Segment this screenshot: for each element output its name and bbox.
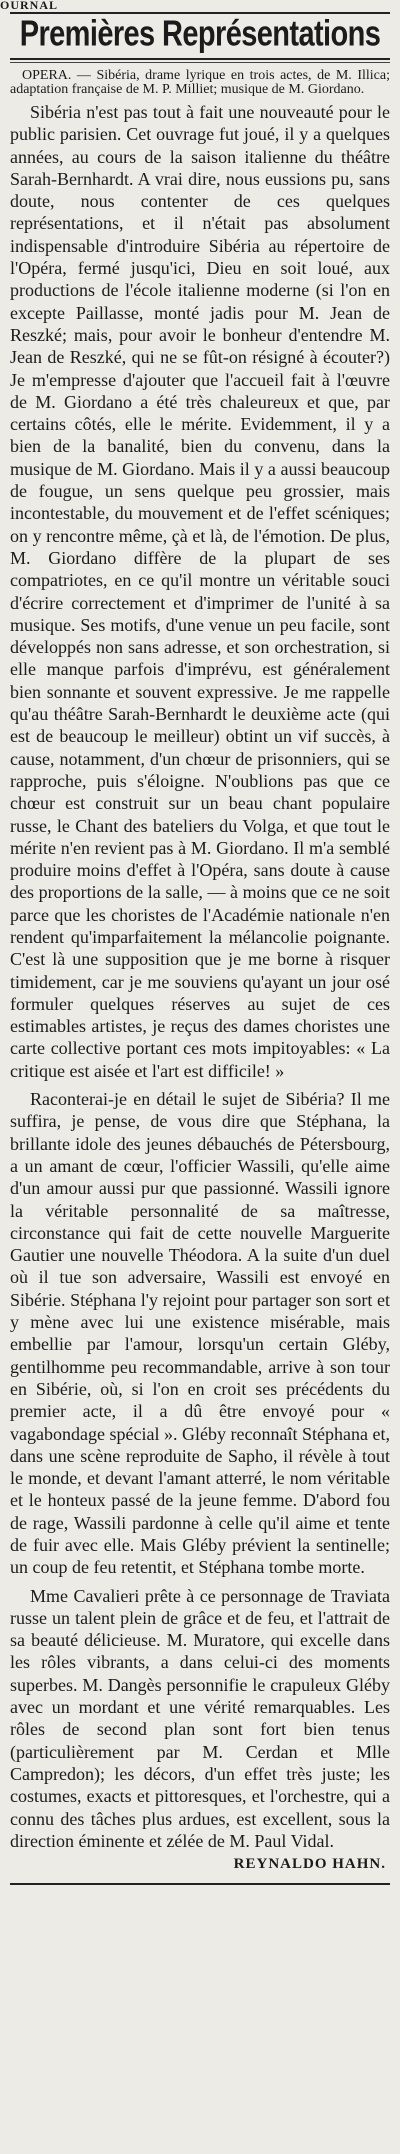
paragraph-3: Mme Cavalieri prête à ce personnage de Traviata russe un talent plein de grâce et de feu, et l'attrait de sa beauté délicieuse. M. Muratore, qui excelle dans les rôles vibrants, a dans celui-ci des moments superbes. M. Dangès personnifie le crapuleux Gléby avec un mordant et une vérité remarquables. Les rôles de second plan sont fort bien tenus (particulièrement par M. Cerdan et Mlle Campredon); les décors, d'un effet très juste; les costumes, exacts et pittoresques, et l'orchestre, qui a connu des tâches plus ardues, est excellent, sous la direction éminente et zélée de M. Paul Vidal. (10, 1585, 390, 1851)
bottom-rule (10, 1883, 390, 1885)
paragraph-2: Raconterai-je en détail le sujet de Sibéria? Il me suffira, je pense, de vous dire que Stéphana, la brillante idole des jeunes débauchés de Pétersbourg, a un amant de cœur, l'officier Wassili, qu'elle aime d'un amour aussi pur que passionné. Wassili ignore la véritable personnalité de sa maîtresse, circonstance qui fait de cette nouvelle Marguerite Gautier une nouvelle Théodora. A la suite d'un duel où il tue son adversaire, Wassili est envoyé en Sibérie. Stéphana l'y rejoint pour partager son sort et y mène avec lui une existence misérable, mais embellie par l'amour, lorsqu'un certain Gléby, gentilhomme peu recommandable, arrive à son tour en Sibérie, où, si l'on en croit ses précédents du premier acte, il a dû être envoyé pour « vagabondage spécial ». Gléby reconnaît Stéphana et, dans une scène reproduite de Sapho, il révèle à tout le monde, et devant l'amant atterré, le nom véritable et le honteux passé de la jeune femme. D'abord fou de rage, Wassili pardonne à celle qu'il aime et tente de fuir avec elle. Mais Gléby prévient la sentinelle; un coup de feu retentit, et Stéphana tombe morte. (10, 1089, 390, 1578)
review-subhead: OPERA. — Sibéria, drame lyrique en trois actes, de M. Illica; adaptation française de M. P. Milliet; musique de M. Giordano. (10, 68, 390, 97)
paragraph-1: Sibéria n'est pas tout à fait une nouveauté pour le public parisien. Cet ouvrage fut joué, il y a quelques années, au cours de la saison italienne du théâtre Sarah-Bernhardt. A vrai dire, nous eussions pu, sans doute, nous contenter de ces quelques représentations, et il n'était pas absolument indispensable d'introduire Sibéria au répertoire de l'Opéra, fermé jusqu'ici, Dieu en soit loué, aux productions de l'école italienne moderne (si l'on en excepte Paillasse, monté jadis pour M. Jean de Reszké; mais, pour avoir le bonheur d'entendre M. Jean de Reszké, qui ne se fût-on résigné à écouter?) Je m'empresse d'ajouter que l'accueil fait à l'œuvre de M. Giordano a été très chaleureux et que, par certains côtés, elle le mérite. Evidemment, il y a bien de la banalité, bien du convenu, dans la musique de M. Giordano. Mais il y a aussi beaucoup de fougue, un sens quelque peu grossier, mais incontestable, du mouvement et de l'effet scéniques; on y rencontre même, çà et là, de l'émotion. De plus, M. Giordano diffère de la plupart de ses compatriotes, en ce qu'il montre un véritable souci d'écrire correctement et d'imprimer de l'unité à sa musique. Ses motifs, d'une venue un peu facile, sont développés non sans adresse, et son orchestration, si elle manque parfois d'imprévu, est généralement bien sonnante et souvent expressive. Je me rappelle qu'au théâtre Sarah-Bernhardt le deuxième acte (qui est de beaucoup le meilleur) obtint un vif succès, à cause, notamment, d'un chœur de prisonniers, qui se rapproche, puis s'éloigne. N'oublions pas que ce chœur est construit sur un beau chant populaire russe, le Chant des bateliers du Volga, et que tout le mérite n'en revient pas à M. Giordano. Il m'a semblé produire moins d'effet à l'Opéra, sans doute à cause des proportions de la salle, — à moins que ce ne soit parce que les choristes de l'Académie nationale n'en rendent qu'imparfaitement la mélancolie poignante. C'est là une supposition que je me borne à risquer timidement, car je me souviens qu'ayant un jour osé formuler quelques réserves au sujet de ces estimables artistes, je reçus des dames choristes une carte collective portant ces mots impitoyables: « La critique est aisée et l'art est difficile! » (10, 102, 390, 1081)
article-body (10, 101, 390, 1852)
running-head: OURNAL (0, 0, 59, 10)
author-signature: REYNALDO HAHN. (233, 1856, 386, 1873)
column-title: Premières Représentations (19, 14, 381, 54)
title-thin-rule (10, 62, 390, 63)
